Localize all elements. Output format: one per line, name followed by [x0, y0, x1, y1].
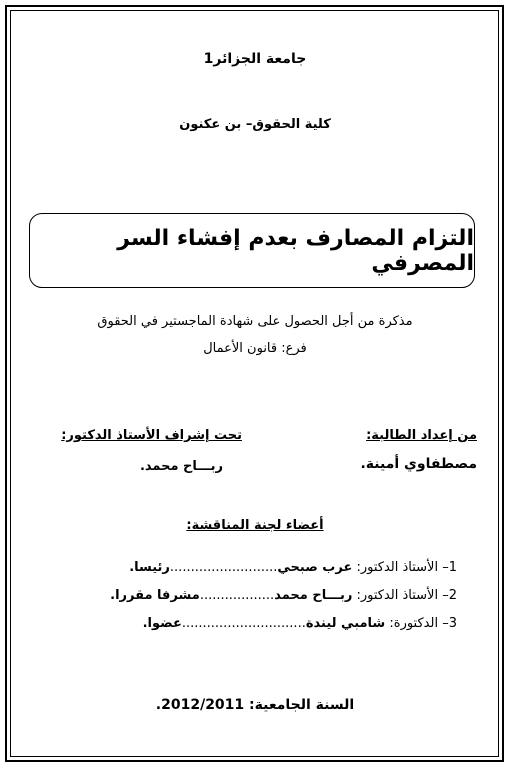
- committee-heading: أعضاء لجنة المناقشة:: [186, 518, 324, 533]
- student-name: مصطفاوي أمينة.: [360, 456, 477, 472]
- student-label: من إعداد الطالبة:: [366, 428, 477, 443]
- year-label: السنة الجامعية:: [249, 697, 355, 713]
- faculty-name: كلية الحقوق– بن عكنون: [179, 117, 331, 132]
- memo-line: مذكرة من أجل الحصول على شهادة الماجستير في الحقوق: [97, 314, 413, 329]
- member-role: رئيسا.: [129, 560, 170, 575]
- committee-member: [129, 560, 457, 575]
- supervisor-label: تحت إشراف الأستاذ الدكتور:: [61, 428, 242, 443]
- member-number: 2–: [442, 588, 457, 603]
- committee-member: [110, 588, 457, 603]
- title-box: [29, 213, 475, 288]
- academic-year: [0, 697, 510, 713]
- member-name: عرب صبحي: [277, 560, 353, 575]
- branch-line: فرع: قانون الأعمال: [203, 341, 307, 356]
- member-role: عضوا.: [142, 616, 182, 631]
- member-number: 1–: [442, 560, 457, 575]
- member-number: 3–: [442, 616, 457, 631]
- member-dots: ..................: [199, 588, 275, 603]
- year-value: 2012/2011.: [155, 697, 245, 713]
- thesis-title: التزام المصارف بعدم إفشاء السر المصرفي: [117, 225, 474, 276]
- supervisor-name: ربـــاح محمد.: [139, 459, 223, 474]
- member-title: الأستاذ الدكتور:: [356, 560, 439, 575]
- member-name: ربـــاح محمد: [274, 588, 353, 603]
- committee-member: [143, 616, 457, 631]
- member-role: مشرفا مقررا.: [110, 588, 200, 603]
- member-dots: ..............................: [181, 616, 306, 631]
- member-dots: ..........................: [169, 560, 278, 575]
- university-name: جامعة الجزائر1: [203, 51, 307, 67]
- member-title: الأستاذ الدكتور:: [356, 588, 439, 603]
- member-title: الدكتورة:: [389, 616, 439, 631]
- member-name: شامبي ليندة: [305, 616, 386, 631]
